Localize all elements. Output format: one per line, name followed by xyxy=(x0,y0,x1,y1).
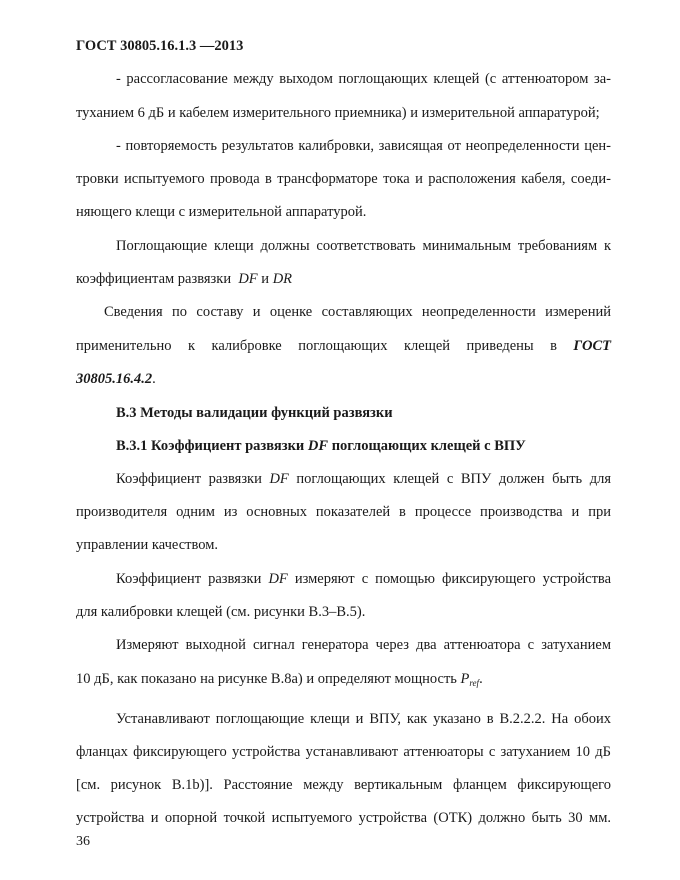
paragraph-line: Сведения по составу и оценке составляющих неопределенности измерений xyxy=(104,304,611,320)
text-fragment: . xyxy=(152,371,156,387)
text-fragment: Коэффициент развязки xyxy=(116,471,262,487)
paragraph-line xyxy=(76,370,611,388)
text-fragment: поглощающих клещей с ВПУ должен быть для xyxy=(296,471,611,487)
paragraph-line: тровки испытуемого провода в трансформаторе тока и расположения кабеля, соеди- xyxy=(76,171,611,187)
paragraph-line: устройства и опорной точкой испытуемого устройства (ОТК) должно быть 30 мм. xyxy=(76,810,611,826)
paragraph-line xyxy=(76,337,611,355)
paragraph-line: - рассогласование между выходом поглощающих клещей (с аттенюатором за- xyxy=(116,71,611,87)
paragraph-line: управлении качеством. xyxy=(76,537,218,553)
text-fragment: Коэффициент развязки xyxy=(116,571,262,587)
paragraph-line: производителя одним из основных показателей в процессе производства и при xyxy=(76,504,611,520)
standard-reference: ГОСТ xyxy=(573,338,611,354)
text-fragment: измеряют с помощью фиксирующего устройства xyxy=(294,571,612,587)
power-symbol: P xyxy=(460,671,470,687)
paragraph-line xyxy=(76,670,611,692)
paragraph-line: няющего клещи с измерительной аппаратурой. xyxy=(76,204,367,220)
text-fragment: В.3.1 Коэффициент развязки xyxy=(116,438,305,454)
paragraph-line: Устанавливают поглощающие клещи и ВПУ, как указано в В.2.2.2. На обоих xyxy=(116,711,611,727)
document-header: ГОСТ 30805.16.1.3 —2013 xyxy=(76,38,244,54)
standard-reference-number: 30805.16.4.2 xyxy=(76,371,153,387)
text-fragment: и xyxy=(261,271,270,287)
power-subscript: ref xyxy=(469,678,480,688)
paragraph-line: для калибровки клещей (см. рисунки В.3–В.5). xyxy=(76,604,366,620)
paragraph-line: Поглощающие клещи должны соответствовать минимальным требованиям к xyxy=(116,238,611,254)
paragraph-line: туханием 6 дБ и кабелем измерительного приемника) и измерительной аппаратурой; xyxy=(76,105,600,121)
paragraph-line: Измеряют выходной сигнал генератора через два аттенюатора с затуханием xyxy=(116,637,611,653)
text-fragment: применительно к калибровке поглощающих клещей приведены в xyxy=(76,338,557,354)
text-fragment: коэффициентам развязки xyxy=(76,271,232,287)
paragraph-line xyxy=(76,270,611,288)
paragraph-line xyxy=(116,570,611,588)
paragraph-line: - повторяемость результатов калибровки, зависящая от неопределенности цен- xyxy=(116,138,611,154)
text-fragment: . xyxy=(479,671,483,687)
df-symbol: DF xyxy=(268,571,288,587)
dr-symbol: DR xyxy=(272,271,293,287)
paragraph-line xyxy=(116,470,611,488)
df-symbol: DF xyxy=(238,271,258,287)
subsection-heading xyxy=(116,437,611,455)
text-fragment: поглощающих клещей с ВПУ xyxy=(331,438,526,454)
paragraph-line: [см. рисунок В.1b)]. Расстояние между вертикальным фланцем фиксирующего xyxy=(76,777,611,793)
paragraph-line: фланцах фиксирующего устройства устанавливают аттенюаторы с затуханием 10 дБ xyxy=(76,744,611,760)
page-number: 36 xyxy=(76,834,90,849)
df-symbol: DF xyxy=(269,471,289,487)
text-fragment: 10 дБ, как показано на рисунке В.8а) и определяют мощность xyxy=(76,671,457,687)
section-heading: В.3 Методы валидации функций развязки xyxy=(116,405,393,421)
df-symbol: DF xyxy=(307,438,329,454)
